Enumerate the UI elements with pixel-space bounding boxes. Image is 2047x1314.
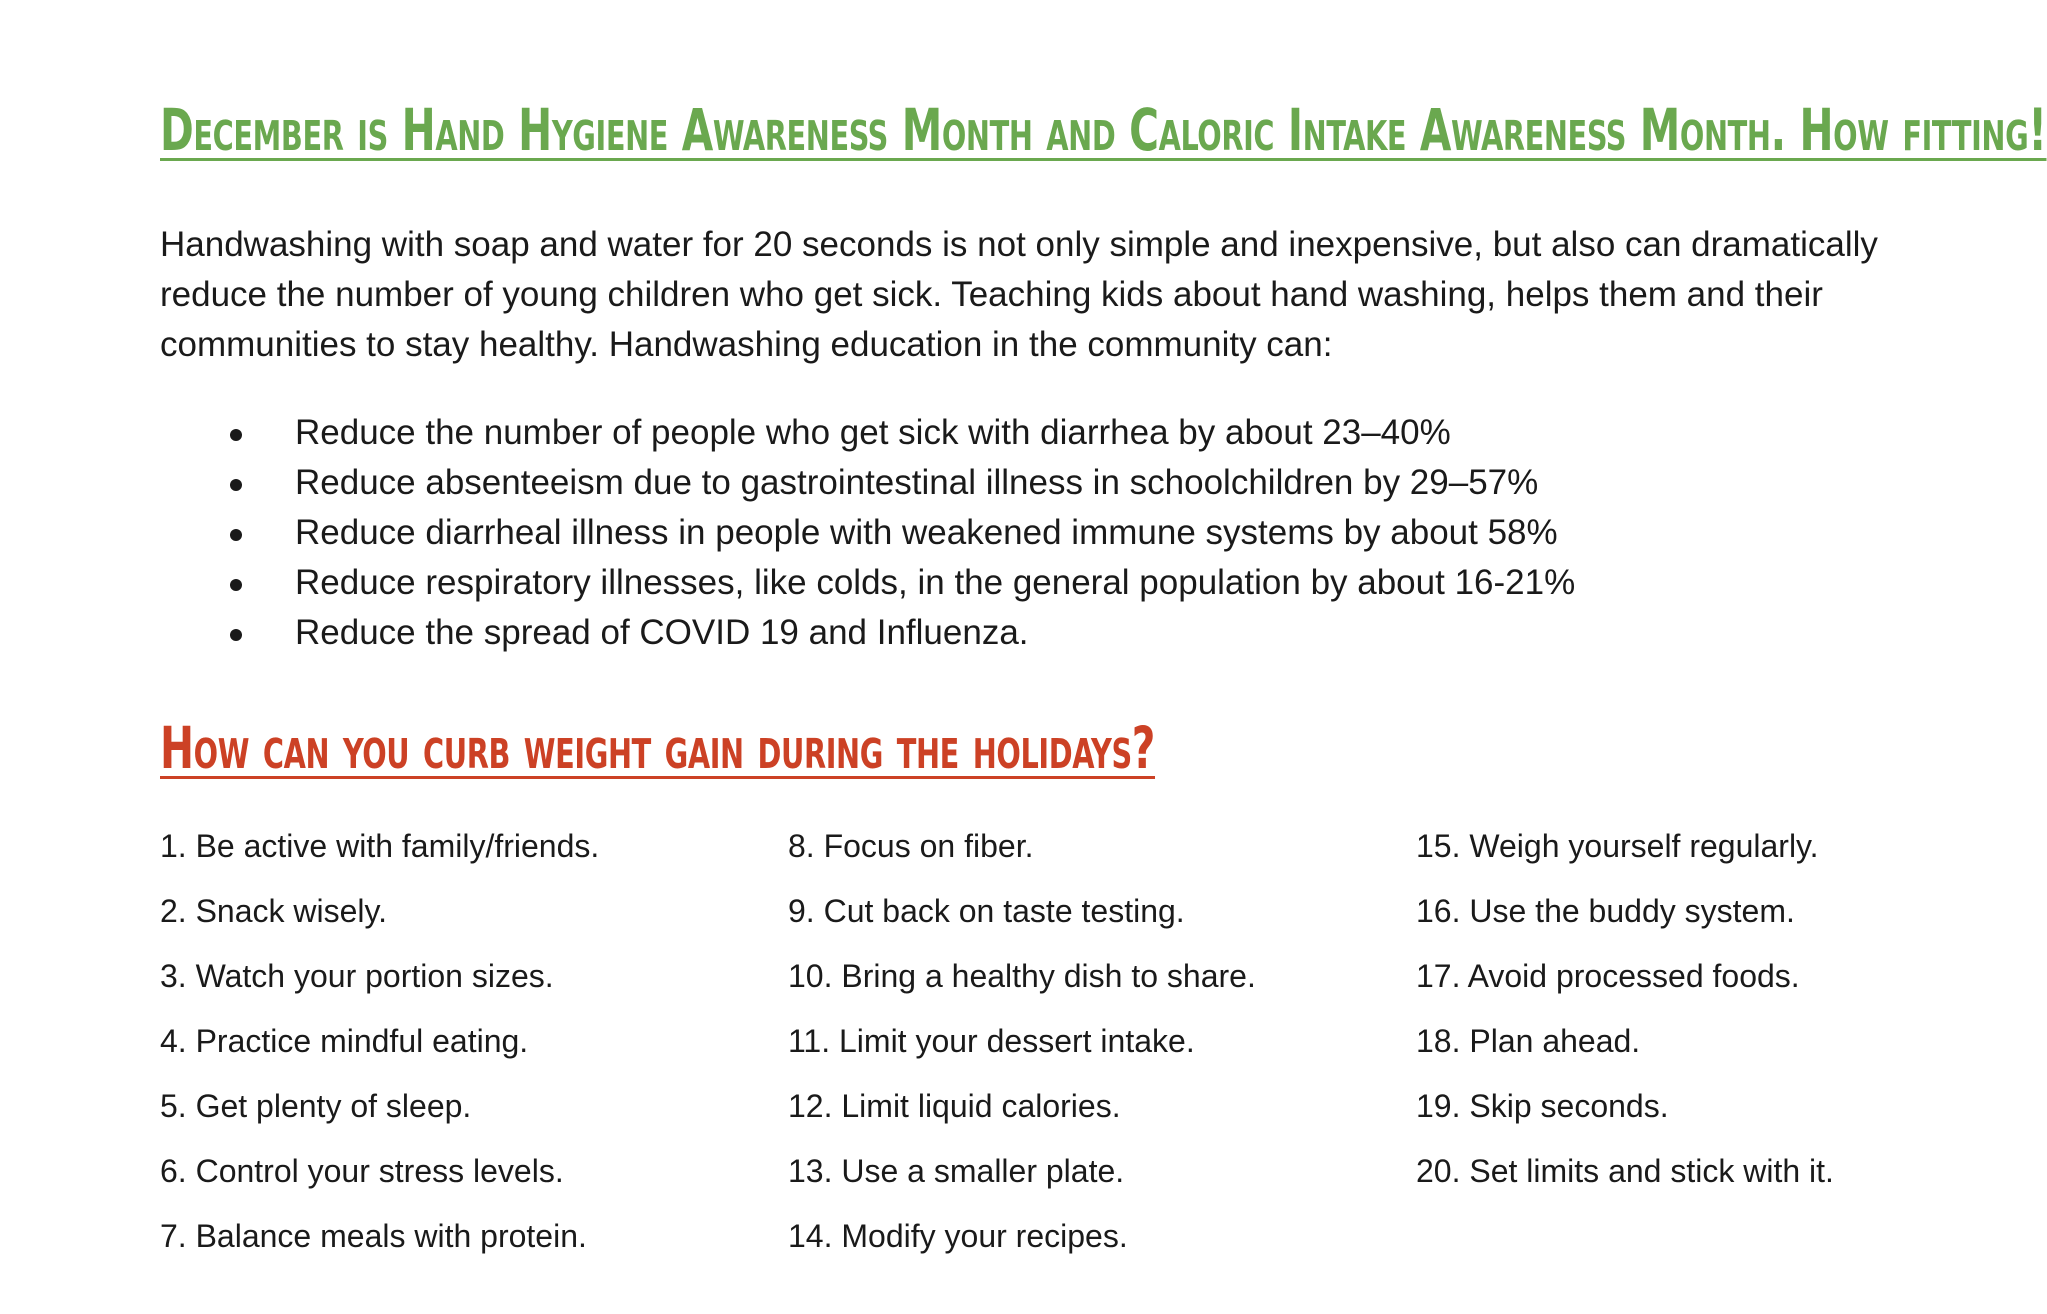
list-item xyxy=(160,508,1900,558)
tip-item: 15. Weigh yourself regularly. xyxy=(1416,828,1819,864)
list-item xyxy=(160,408,1900,458)
tips-column-1 xyxy=(160,826,599,1281)
tip-item: 4. Practice mindful eating. xyxy=(160,1023,529,1059)
section-title: How can you curb weight gain during the holidays? xyxy=(160,714,1156,782)
list-item xyxy=(160,458,1900,508)
tips-column-2 xyxy=(788,826,1256,1281)
tip-item: 10. Bring a healthy dish to share. xyxy=(788,958,1256,994)
page-title: December is Hand Hygiene Awareness Month and Caloric Intake Awareness Month. How fitting! xyxy=(160,96,2047,164)
list-item-text: Reduce diarrheal illness in people with weakened immune systems by about 58% xyxy=(295,513,1558,552)
list-item-text: Reduce absenteeism due to gastrointestinal illness in schoolchildren by 29–57% xyxy=(295,463,1539,502)
tip-item: 17. Avoid processed foods. xyxy=(1416,958,1800,994)
bullet-icon xyxy=(230,579,242,591)
tips-column-3 xyxy=(1416,826,1834,1216)
tip-item: 6. Control your stress levels. xyxy=(160,1153,564,1189)
bullet-icon xyxy=(230,429,242,441)
tip-item: 7. Balance meals with protein. xyxy=(160,1218,587,1254)
list-item xyxy=(160,558,1900,608)
bullet-icon xyxy=(230,529,242,541)
tip-item: 8. Focus on fiber. xyxy=(788,828,1034,864)
tip-item: 3. Watch your portion sizes. xyxy=(160,958,554,994)
tip-item: 19. Skip seconds. xyxy=(1416,1088,1669,1124)
tip-item: 9. Cut back on taste testing. xyxy=(788,893,1185,929)
tips-grid xyxy=(160,826,1900,1286)
weight-gain-section xyxy=(160,714,1900,1286)
tip-item: 11. Limit your dessert intake. xyxy=(788,1023,1195,1059)
bullet-icon xyxy=(230,629,242,641)
list-item-text: Reduce the spread of COVID 19 and Influenza. xyxy=(295,613,1029,652)
tip-item: 12. Limit liquid calories. xyxy=(788,1088,1121,1124)
tip-item: 20. Set limits and stick with it. xyxy=(1416,1153,1834,1189)
list-item-text: Reduce the number of people who get sick with diarrhea by about 23–40% xyxy=(295,413,1451,452)
benefits-list xyxy=(160,408,1900,658)
list-item xyxy=(160,608,1900,658)
tip-item: 16. Use the buddy system. xyxy=(1416,893,1795,929)
tip-item: 13. Use a smaller plate. xyxy=(788,1153,1125,1189)
document-page xyxy=(160,96,2047,1286)
list-item-text: Reduce respiratory illnesses, like colds, in the general population by about 16-21% xyxy=(295,563,1576,602)
tip-item: 14. Modify your recipes. xyxy=(788,1218,1128,1254)
tip-item: 1. Be active with family/friends. xyxy=(160,828,600,864)
bullet-icon xyxy=(230,479,242,491)
intro-paragraph: Handwashing with soap and water for 20 seconds is not only simple and inexpensive, but also can dramatically reduce the number of young children who get sick. Teaching kids about hand washing, helps them and their communities to stay healthy. Handwashing education in the community can: xyxy=(160,225,1878,364)
tip-item: 2. Snack wisely. xyxy=(160,893,388,929)
tip-item: 5. Get plenty of sleep. xyxy=(160,1088,472,1124)
tip-item: 18. Plan ahead. xyxy=(1416,1023,1641,1059)
